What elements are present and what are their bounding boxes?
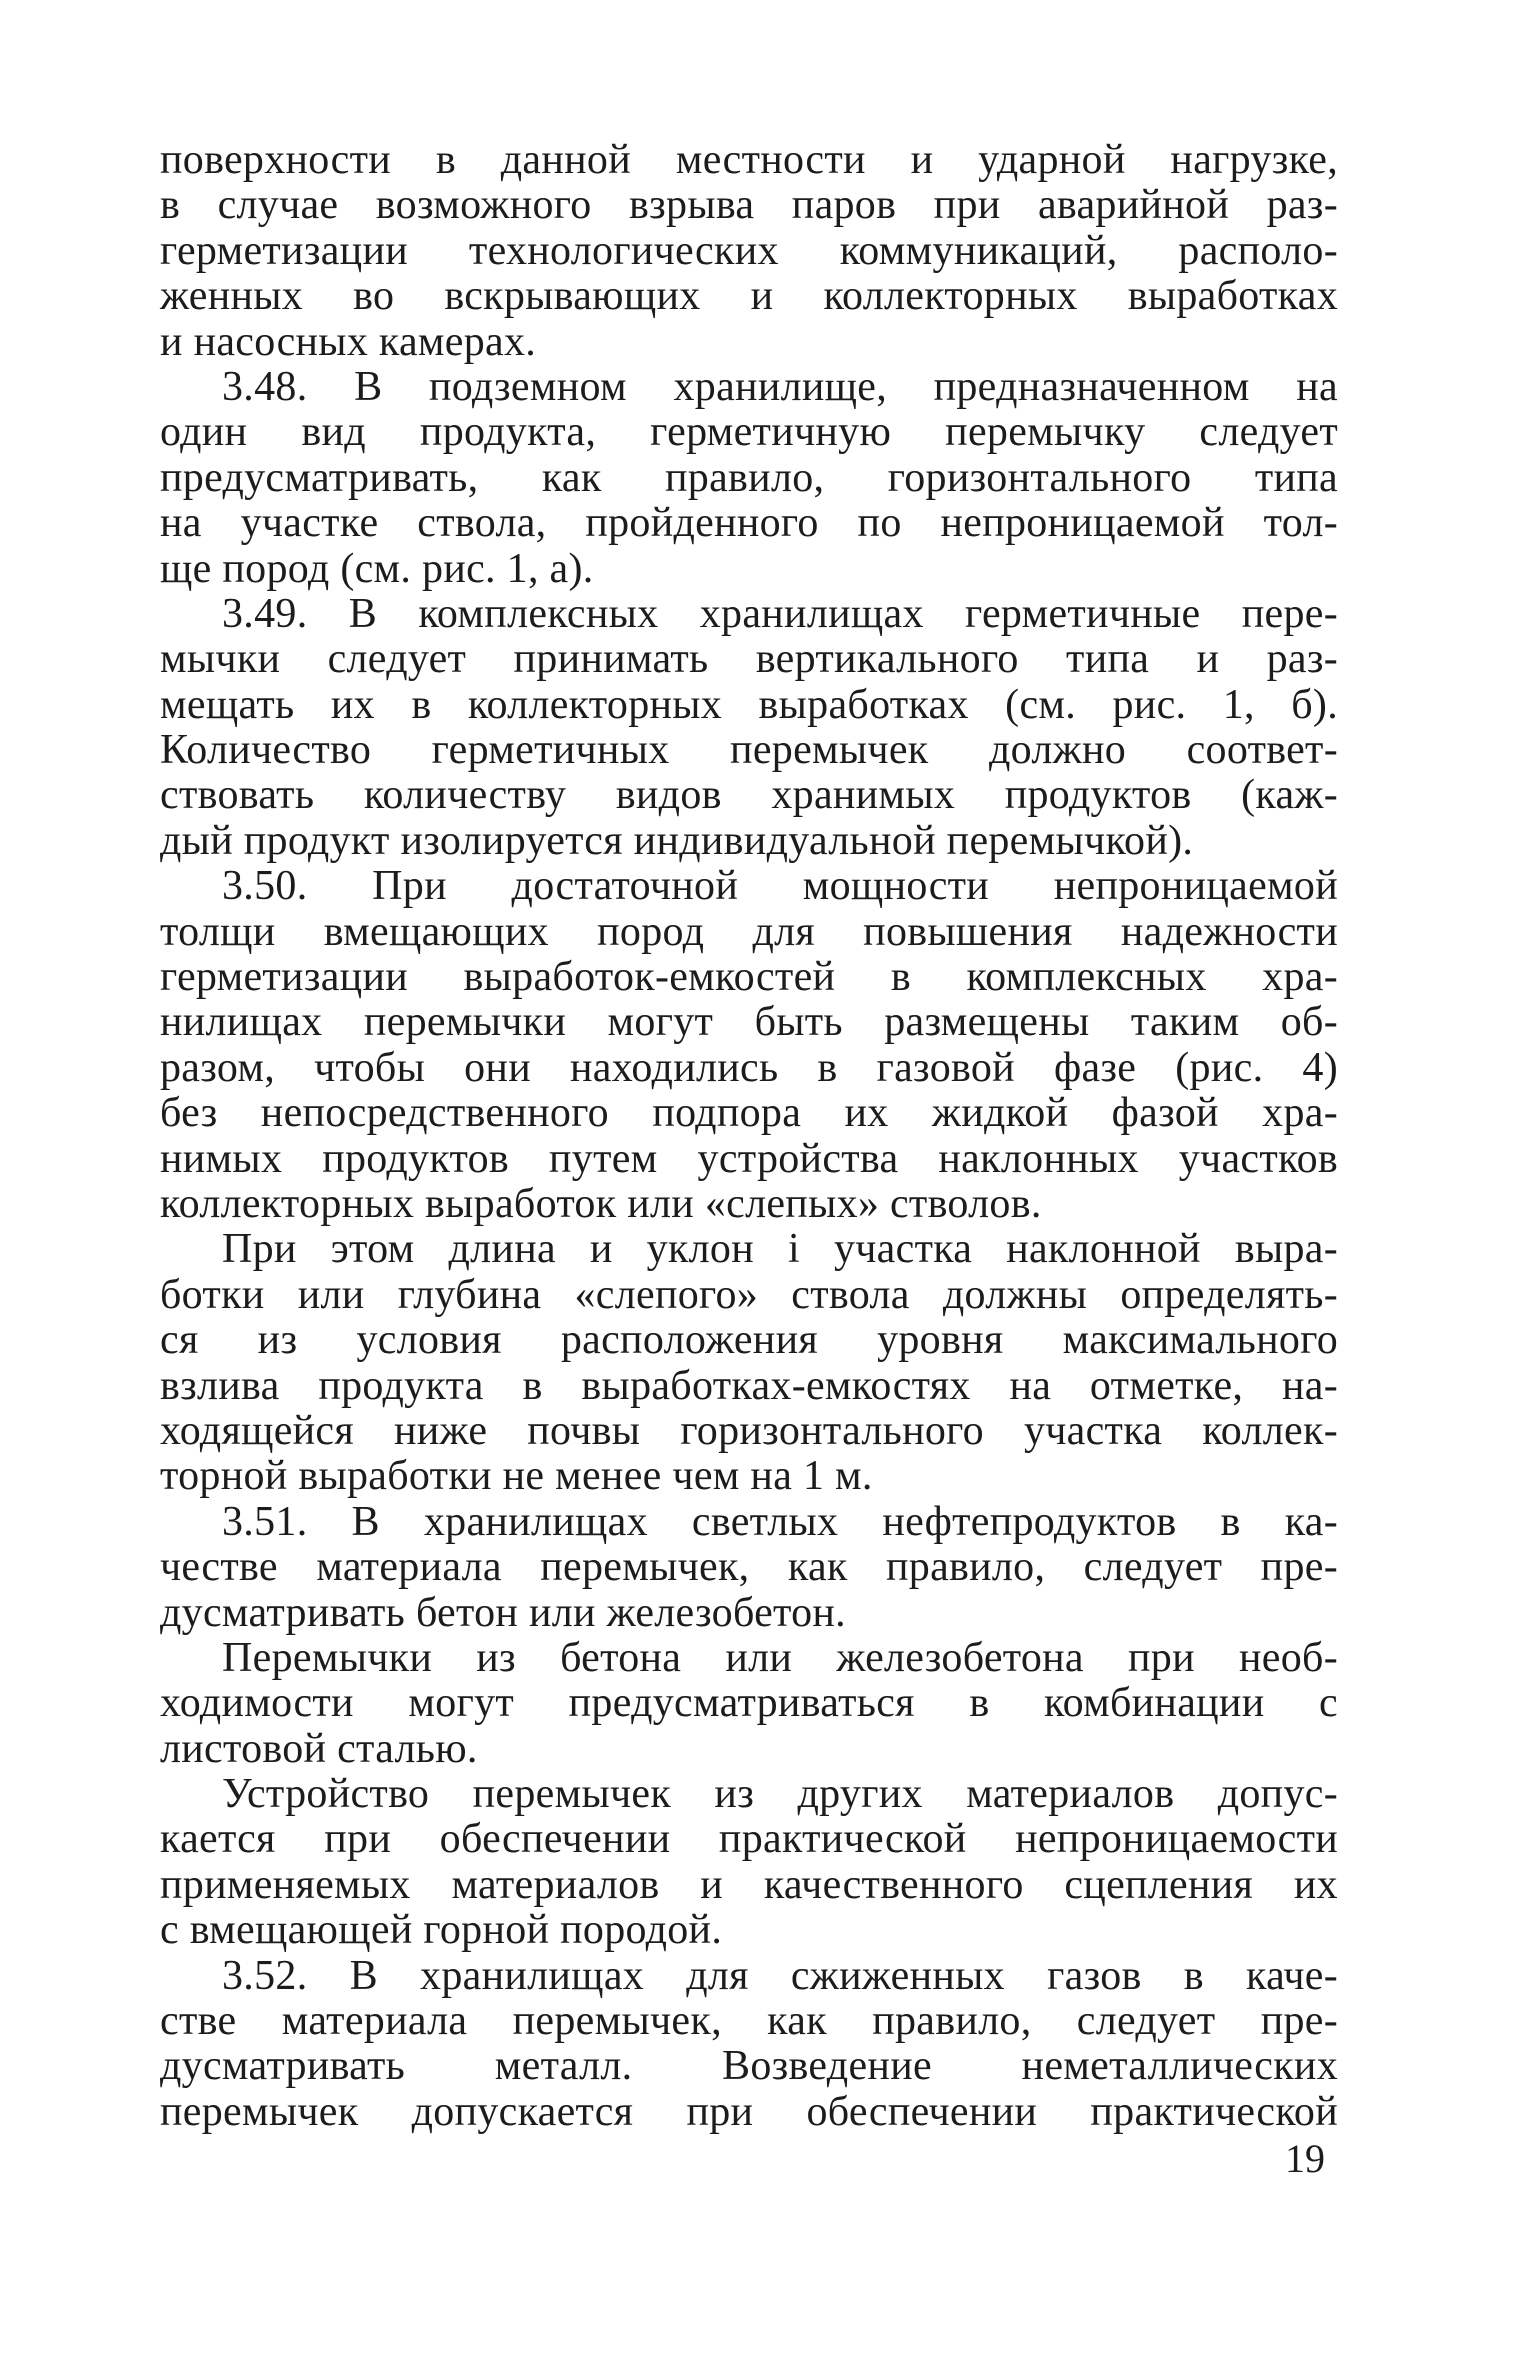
text-line: Количество герметичных перемычек должно соответ- — [160, 727, 1338, 774]
text-line: на участке ствола, пройденного по непроницаемой тол- — [160, 500, 1338, 547]
text-line: 3.52. В хранилищах для сжиженных газов в каче- — [222, 1952, 1338, 1999]
text-line: листовой сталью. — [160, 1725, 478, 1772]
text-line: 3.50. При достаточной мощности непроницаемой — [222, 863, 1338, 910]
text-line: и насосных камерах. — [160, 318, 537, 365]
text-line: женных во вскрывающих и коллекторных выработках — [160, 273, 1338, 320]
text-line: честве материала перемычек, как правило, следует пре- — [160, 1544, 1338, 1591]
paragraph — [160, 864, 1338, 1227]
paragraph — [160, 138, 1338, 365]
text-line: ствовать количеству видов хранимых продуктов (каж- — [160, 772, 1338, 819]
text-line: поверхности в данной местности и ударной нагрузке, — [160, 137, 1338, 183]
text-line: дый продукт изолируется индивидуальной перемычкой). — [160, 817, 1194, 864]
text-line: ботки или глубина «слепого» ствола должны определять- — [160, 1271, 1338, 1318]
text-line: толщи вмещающих пород для повышения надежности — [160, 908, 1338, 955]
text-line: взлива продукта в выработках-емкостях на отметке, на- — [160, 1362, 1338, 1409]
text-line: предусматривать, как правило, горизонтального типа — [160, 454, 1338, 501]
paragraph — [160, 365, 1338, 592]
text-line: с вмещающей горной породой. — [160, 1907, 723, 1954]
paragraph — [160, 1772, 1338, 1954]
text-line: герметизации выработок-емкостей в комплексных хра- — [160, 954, 1338, 1001]
text-line: дусматривать металл. Возведение неметаллических — [160, 2043, 1338, 2090]
page-number: 19 — [1285, 2136, 1325, 2181]
paragraph — [160, 1500, 1338, 1636]
text-line: ходящейся ниже почвы горизонтального участка коллек- — [160, 1407, 1338, 1454]
paragraph — [160, 1636, 1338, 1772]
paragraph — [160, 1954, 1338, 2136]
text-line: применяемых материалов и качественного сцепления их — [160, 1861, 1338, 1908]
text-line: нимых продуктов путем устройства наклонных участков — [160, 1135, 1338, 1182]
text-line: ще пород (см. рис. 1, а). — [160, 545, 594, 592]
paragraph — [160, 592, 1338, 864]
text-line: в случае возможного взрыва паров при аварийной раз- — [160, 182, 1338, 229]
text-line: нилищах перемычки могут быть размещены таким об- — [160, 999, 1338, 1046]
text-line: 3.48. В подземном хранилище, предназначенном на — [222, 363, 1338, 410]
text-line: коллекторных выработок или «слепых» стволов. — [160, 1180, 1042, 1227]
text-line: без непосредственного подпора их жидкой фазой хра- — [160, 1090, 1338, 1137]
body-text — [160, 138, 1338, 2135]
text-line: При этом длина и уклон i участка наклонной выра- — [222, 1226, 1338, 1273]
text-line: перемычек допускается при обеспечении практической — [160, 2088, 1338, 2135]
text-line: 3.49. В комплексных хранилищах герметичные пере- — [222, 590, 1338, 637]
text-line: Перемычки из бетона или железобетона при необ- — [222, 1634, 1338, 1681]
text-line: стве материала перемычек, как правило, следует пре- — [160, 1998, 1338, 2045]
text-line: 3.51. В хранилищах светлых нефтепродуктов в ка- — [222, 1498, 1338, 1545]
text-line: разом, чтобы они находились в газовой фазе (рис. 4) — [160, 1044, 1338, 1091]
text-line: дусматривать бетон или железобетон. — [160, 1589, 846, 1636]
text-line: мычки следует принимать вертикального типа и раз- — [160, 636, 1338, 683]
text-line: один вид продукта, герметичную перемычку следует — [160, 409, 1338, 456]
text-line: герметизации технологических коммуникаций, располо- — [160, 227, 1338, 274]
text-line: кается при обеспечении практической непроницаемости — [160, 1816, 1338, 1863]
paragraph — [160, 1227, 1338, 1499]
text-line: мещать их в коллекторных выработках (см. рис. 1, б). — [160, 681, 1338, 728]
text-line: ся из условия расположения уровня максимального — [160, 1317, 1338, 1364]
text-line: торной выработки не менее чем на 1 м. — [160, 1453, 873, 1500]
text-line: ходимости могут предусматриваться в комбинации с — [160, 1680, 1338, 1727]
text-line: Устройство перемычек из других материалов допус- — [222, 1771, 1338, 1818]
